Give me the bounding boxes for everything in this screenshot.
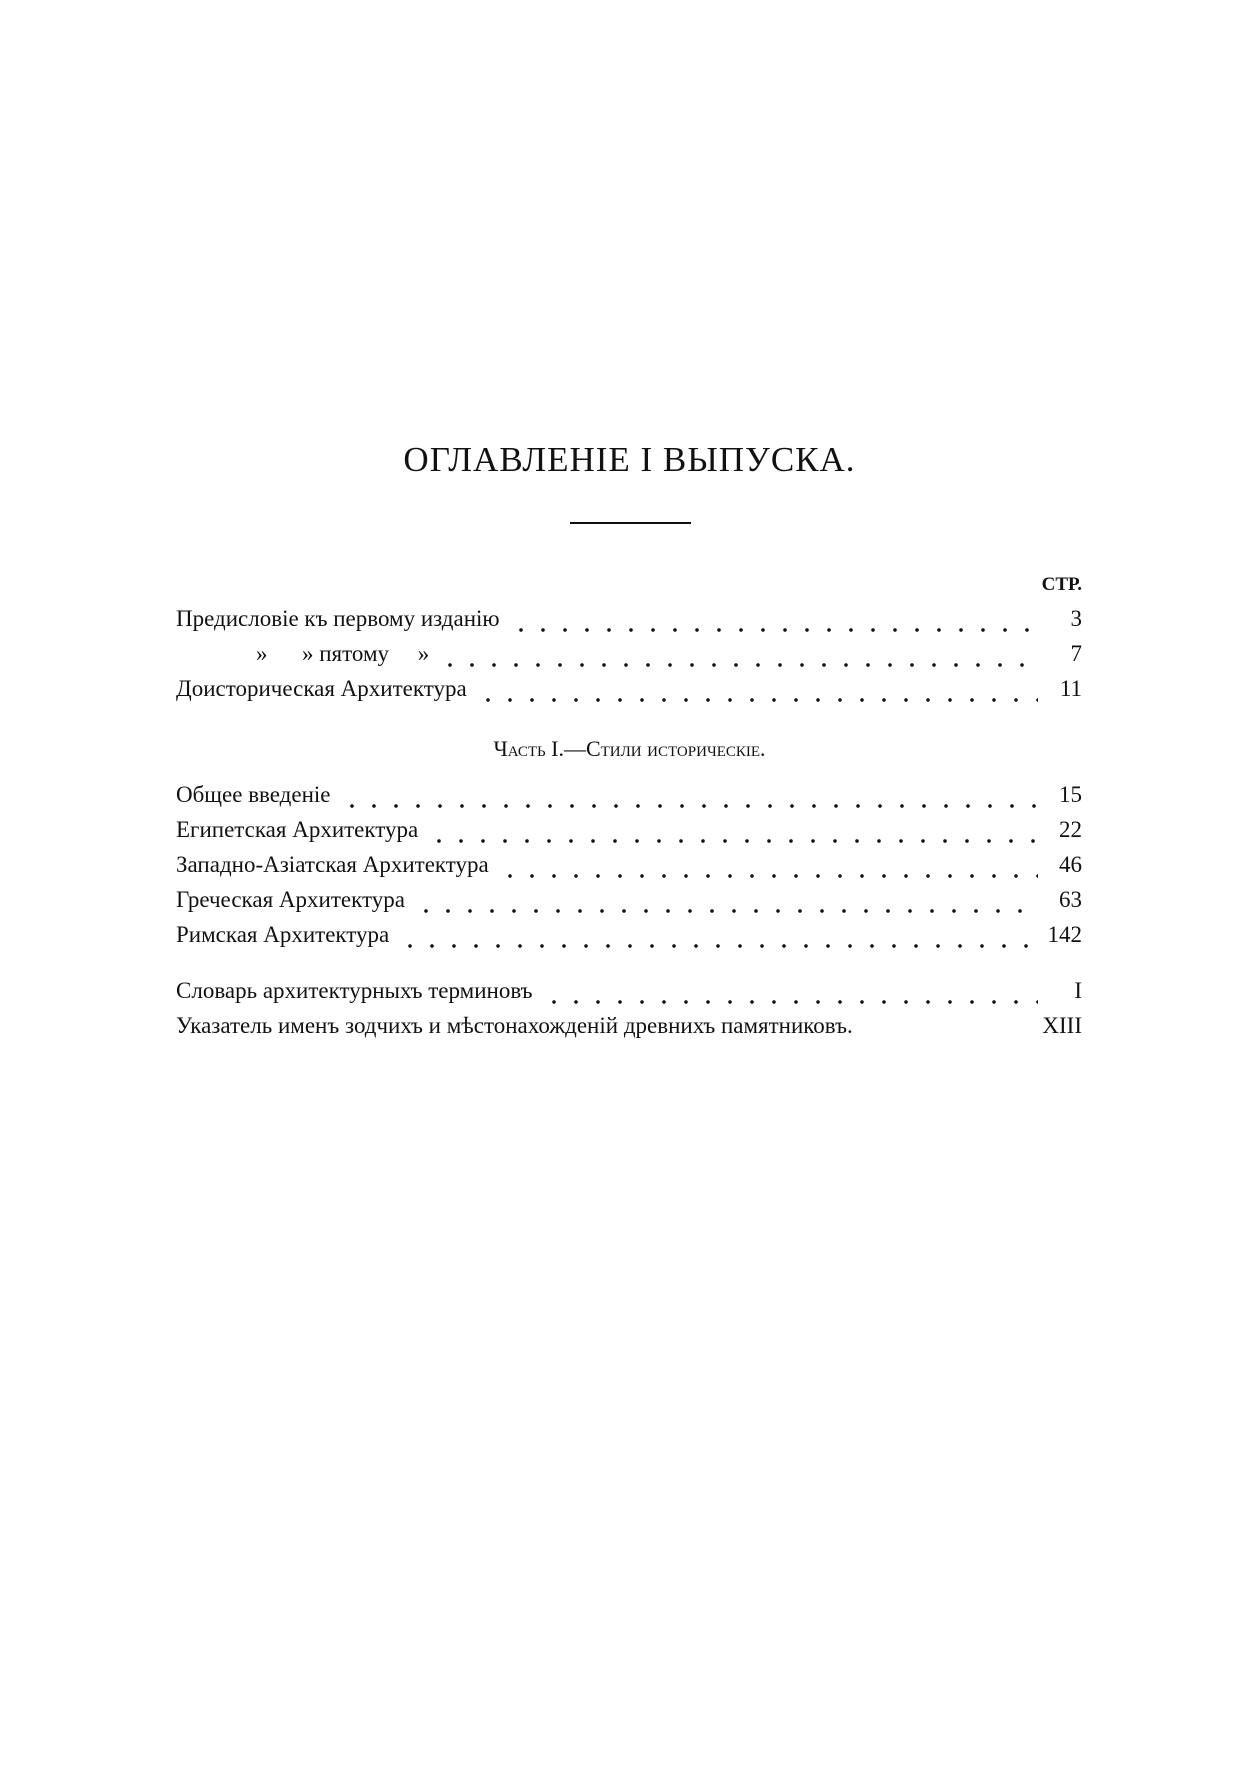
toc-entry-label: Доисторическая Архитектура xyxy=(176,676,467,701)
dot-leader xyxy=(499,872,1038,880)
toc-entry-label: Египетская Архитектура xyxy=(176,817,419,842)
toc-entry xyxy=(176,852,1082,887)
dot-leader xyxy=(510,626,1038,634)
toc-entry-label: Римская Архитектура xyxy=(176,922,390,947)
toc-entry xyxy=(176,1013,1082,1048)
toc-section-front xyxy=(176,606,1082,711)
toc-entry-label: » » пятому » xyxy=(256,641,430,666)
title-rule xyxy=(570,522,691,524)
dot-leader xyxy=(543,998,1038,1006)
toc-entry-label: Предисловіе къ первому изданію xyxy=(176,606,500,631)
toc-entry-page: 11 xyxy=(1059,676,1082,701)
page-column-label: СТР. xyxy=(1041,574,1082,595)
dot-leader xyxy=(341,802,1039,810)
dot-leader xyxy=(439,661,1038,669)
toc-entry xyxy=(176,782,1082,817)
toc-entry-page: 15 xyxy=(1059,782,1082,807)
toc-entry xyxy=(176,978,1082,1013)
dot-leader xyxy=(477,696,1038,704)
toc-entry xyxy=(176,922,1082,957)
toc-entry-page: 46 xyxy=(1059,852,1082,877)
toc-entry-label: Общее введеніе xyxy=(176,782,331,807)
toc-entry-label: Указатель именъ зодчихъ и мѣстонахожденій древнихъ памятниковъ. xyxy=(176,1013,853,1038)
dot-leader xyxy=(428,837,1038,845)
toc-entry-page: XIII xyxy=(1042,1013,1082,1038)
toc-entry-page: I xyxy=(1074,978,1082,1003)
toc-section-back xyxy=(176,978,1082,1048)
toc-entry xyxy=(176,817,1082,852)
toc-entry xyxy=(176,676,1082,711)
toc-entry-page: 3 xyxy=(1070,606,1082,631)
dot-leader xyxy=(415,907,1038,915)
toc-entry xyxy=(176,606,1082,641)
toc-section-part-one xyxy=(176,782,1082,957)
toc-entry xyxy=(176,887,1082,922)
part-heading: Часть I.—Стили историческіе. xyxy=(493,736,766,761)
page-title: ОГЛАВЛЕНІЕ I ВЫПУСКА. xyxy=(403,440,856,479)
toc-entry-page: 63 xyxy=(1059,887,1082,912)
dot-leader xyxy=(399,942,1033,950)
toc-entry-label: Западно-Азіатская Архитектура xyxy=(176,852,489,877)
toc-entry-label: Греческая Архитектура xyxy=(176,887,405,912)
toc-entry-label: Словарь архитектурныхъ терминовъ xyxy=(176,978,533,1003)
toc-entry xyxy=(176,641,1082,676)
toc-entry-page: 7 xyxy=(1070,641,1082,666)
toc-entry-page: 142 xyxy=(1047,922,1082,947)
toc-entry-page: 22 xyxy=(1059,817,1082,842)
